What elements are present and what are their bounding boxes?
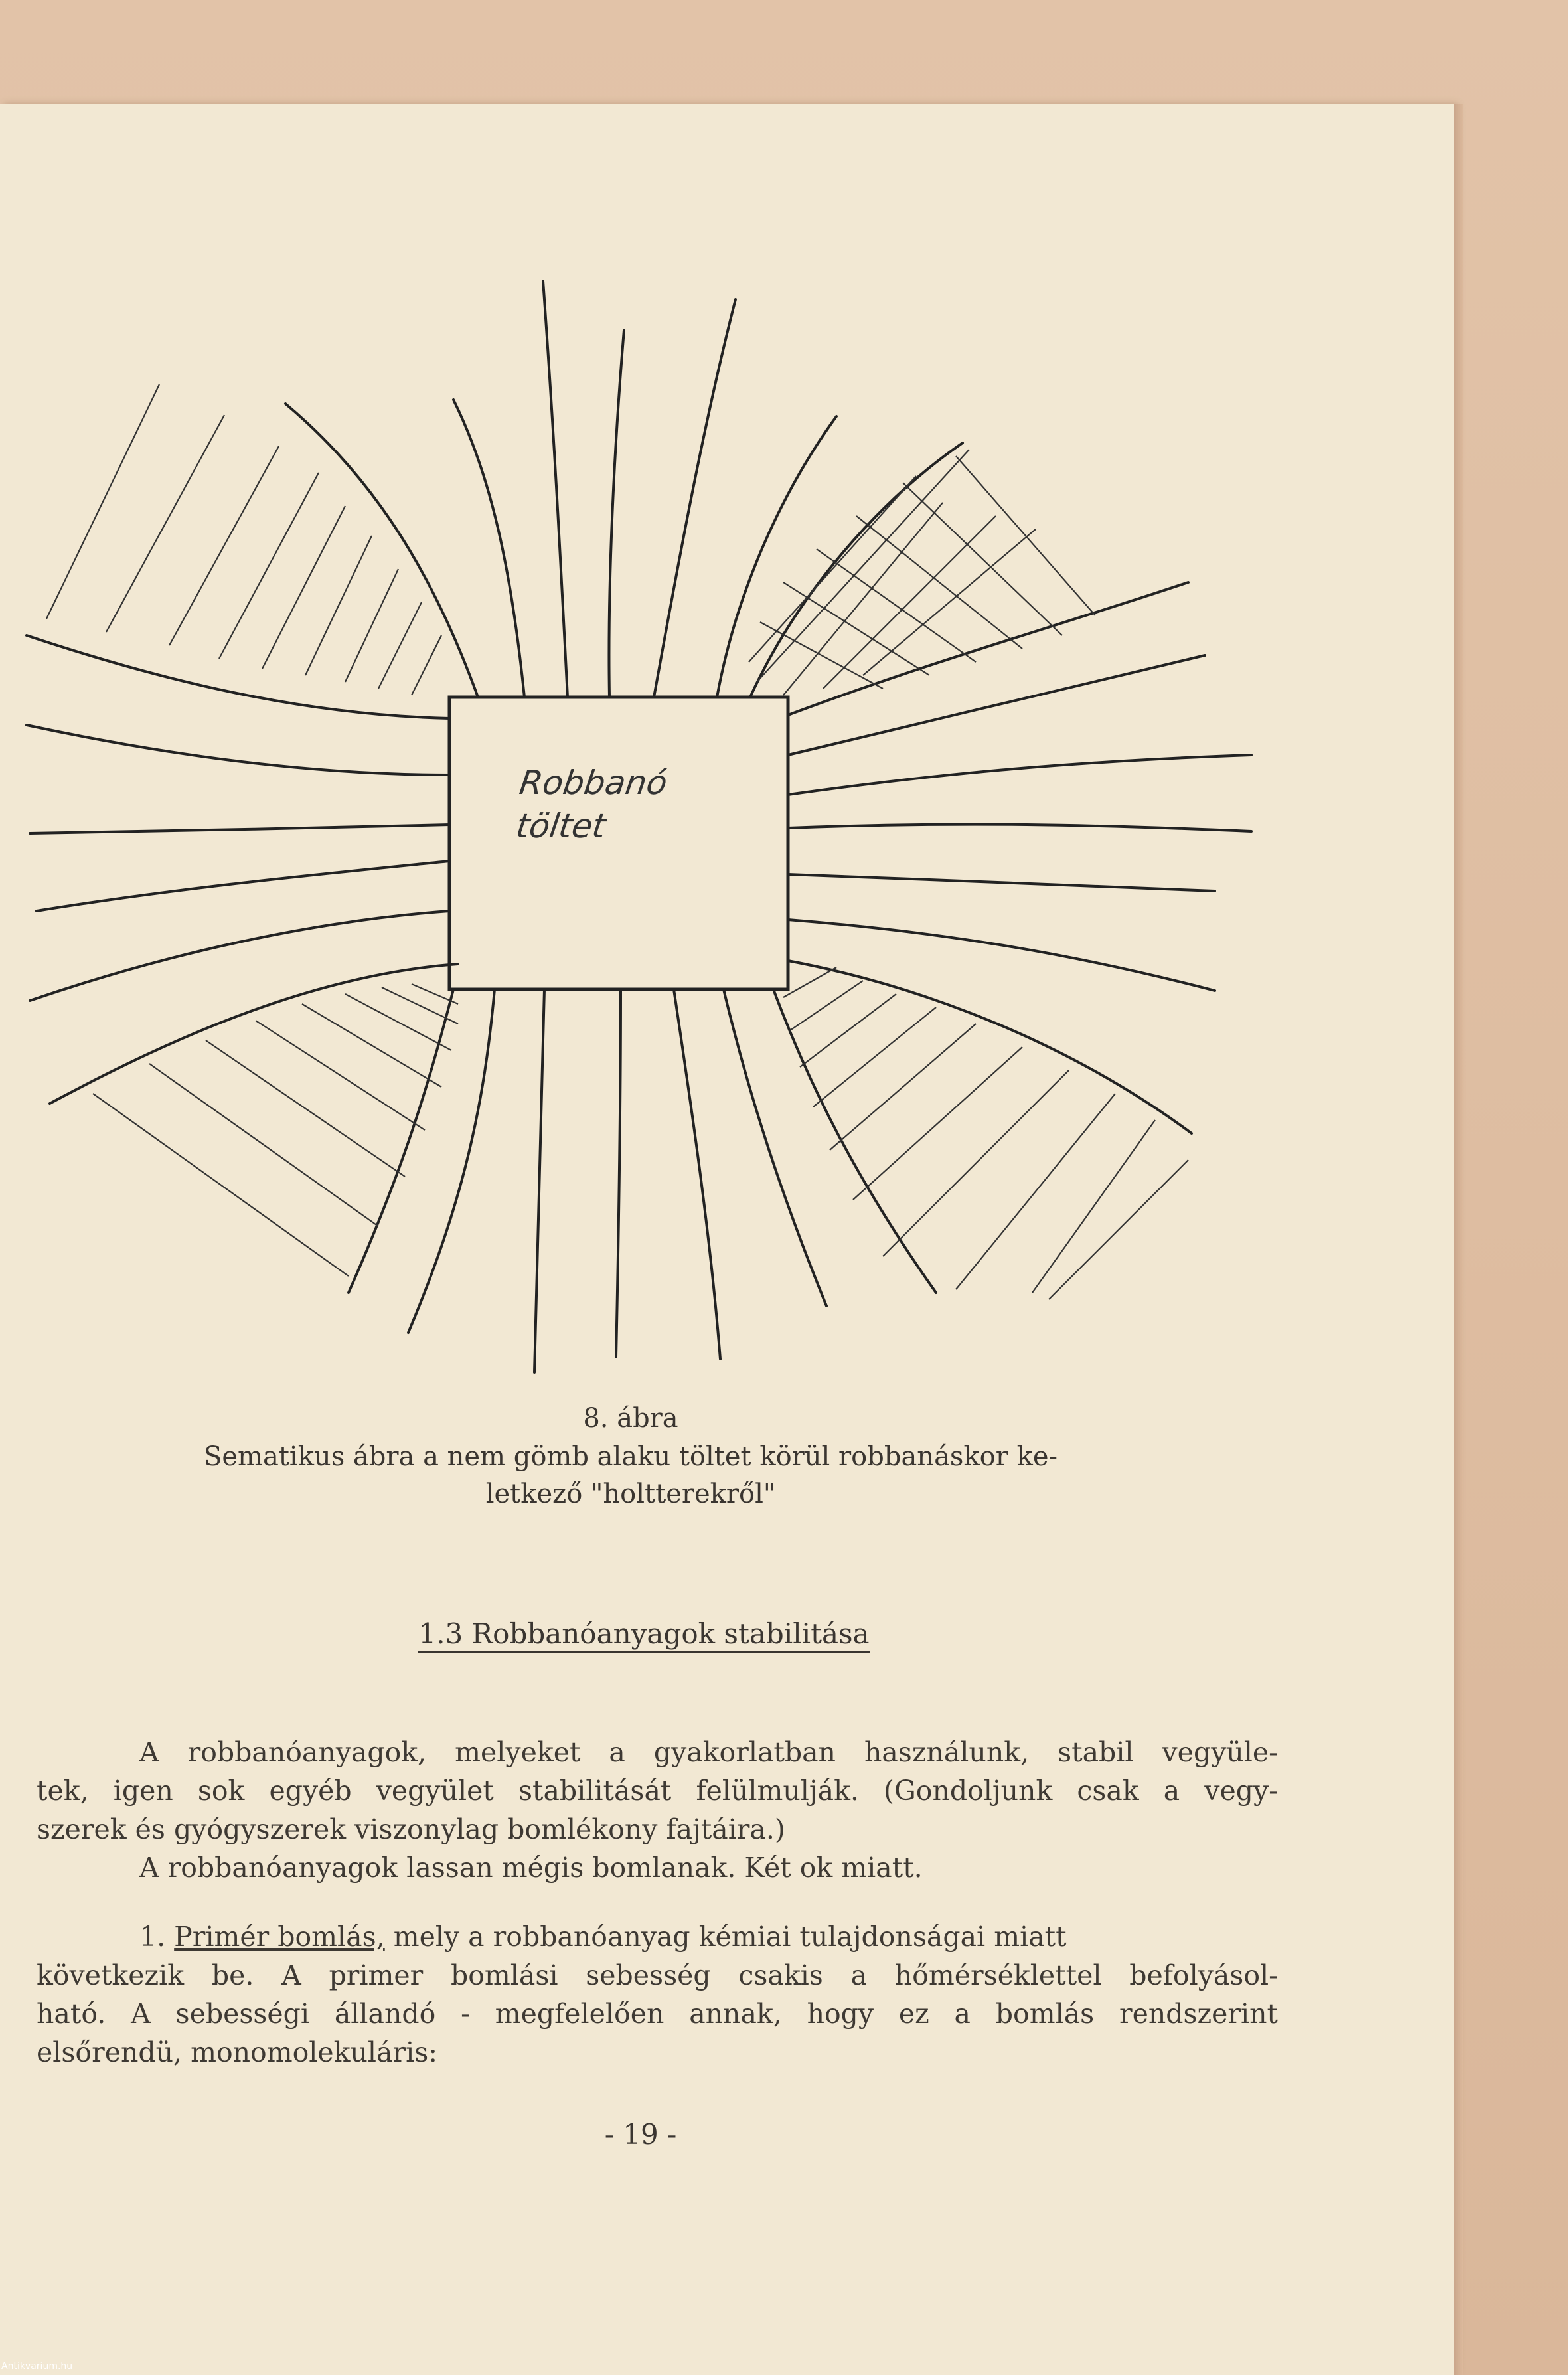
field-line [37,861,449,911]
hatch-top-right [749,450,1095,695]
field-line [408,989,495,1333]
paragraph-line: szerek és gyógyszerek viszonylag bomlékony fajtáira.) [37,1813,785,1845]
charge-label-line2: töltet [513,807,609,845]
paragraph-line: A robbanóanyagok lassan mégis bomlanak. Két ok miatt. [139,1852,923,1884]
paragraph-2 [37,1918,1278,2072]
field-line [349,989,453,1293]
field-line [609,330,624,697]
term-primer-bomlas: Primér bomlás, [174,1921,385,1953]
charge-box [449,697,788,989]
field-line [724,989,826,1306]
page-number: - 19 - [604,2118,677,2151]
hatch-bottom-left [93,984,458,1276]
field-line [30,911,449,1001]
field-line [788,874,1215,891]
field-line [788,825,1251,831]
field-line [788,755,1251,795]
paragraph-line: A robbanóanyagok, melyeket a gyakorlatban használunk, stabil vegyüle- [139,1736,1278,1768]
section-heading: 1.3 Robbanóanyagok stabilitása [0,1617,1288,1650]
paragraph-line: tek, igen sok egyéb vegyület stabilitását felülmulják. (Gondoljunk csak a vegy- [37,1775,1278,1807]
field-line [543,281,568,697]
hatch-bottom-right [783,967,1188,1299]
paragraph-line: mely a robbanóanyag kémiai tulajdonságai miatt [393,1921,1067,1953]
field-line [750,443,963,697]
figure-caption-line2: letkező "holtterekről" [485,1479,776,1509]
field-line [30,825,449,833]
figure-caption-line1: Sematikus ábra a nem gömb alaku töltet körül robbanáskor ke- [203,1441,1058,1472]
field-line [773,989,936,1293]
field-line [27,725,449,775]
field-line [654,299,736,697]
paragraph-line: ható. A sebességi állandó - megfelelően annak, hogy ez a bomlás rendszerint [37,1998,1278,2030]
dead-zone-diagram [0,104,1328,1399]
paragraph-1 [37,1733,1278,1887]
field-line [674,989,720,1359]
field-line [285,404,478,697]
field-line [717,416,836,697]
field-line [50,964,458,1104]
paragraph-line: következik be. A primer bomlási sebesség csakis a hőmérséklettel befolyásol- [37,1959,1278,1991]
field-line [534,989,544,1372]
figure-number: 8. ábra [583,1403,678,1433]
field-line [453,400,524,697]
field-line [788,582,1188,715]
item-number: 1. [139,1921,166,1953]
field-line [616,989,621,1357]
page-edge [1454,104,1463,2375]
charge-label-line1: Robbanó [516,764,670,802]
paragraph-line: elsőrendü, monomolekuláris: [37,2036,438,2068]
watermark: Antikvarium.hu [1,2361,73,2372]
field-line [788,920,1215,991]
field-line [27,635,449,718]
field-line [788,961,1192,1133]
hatch-top-left [46,384,441,695]
